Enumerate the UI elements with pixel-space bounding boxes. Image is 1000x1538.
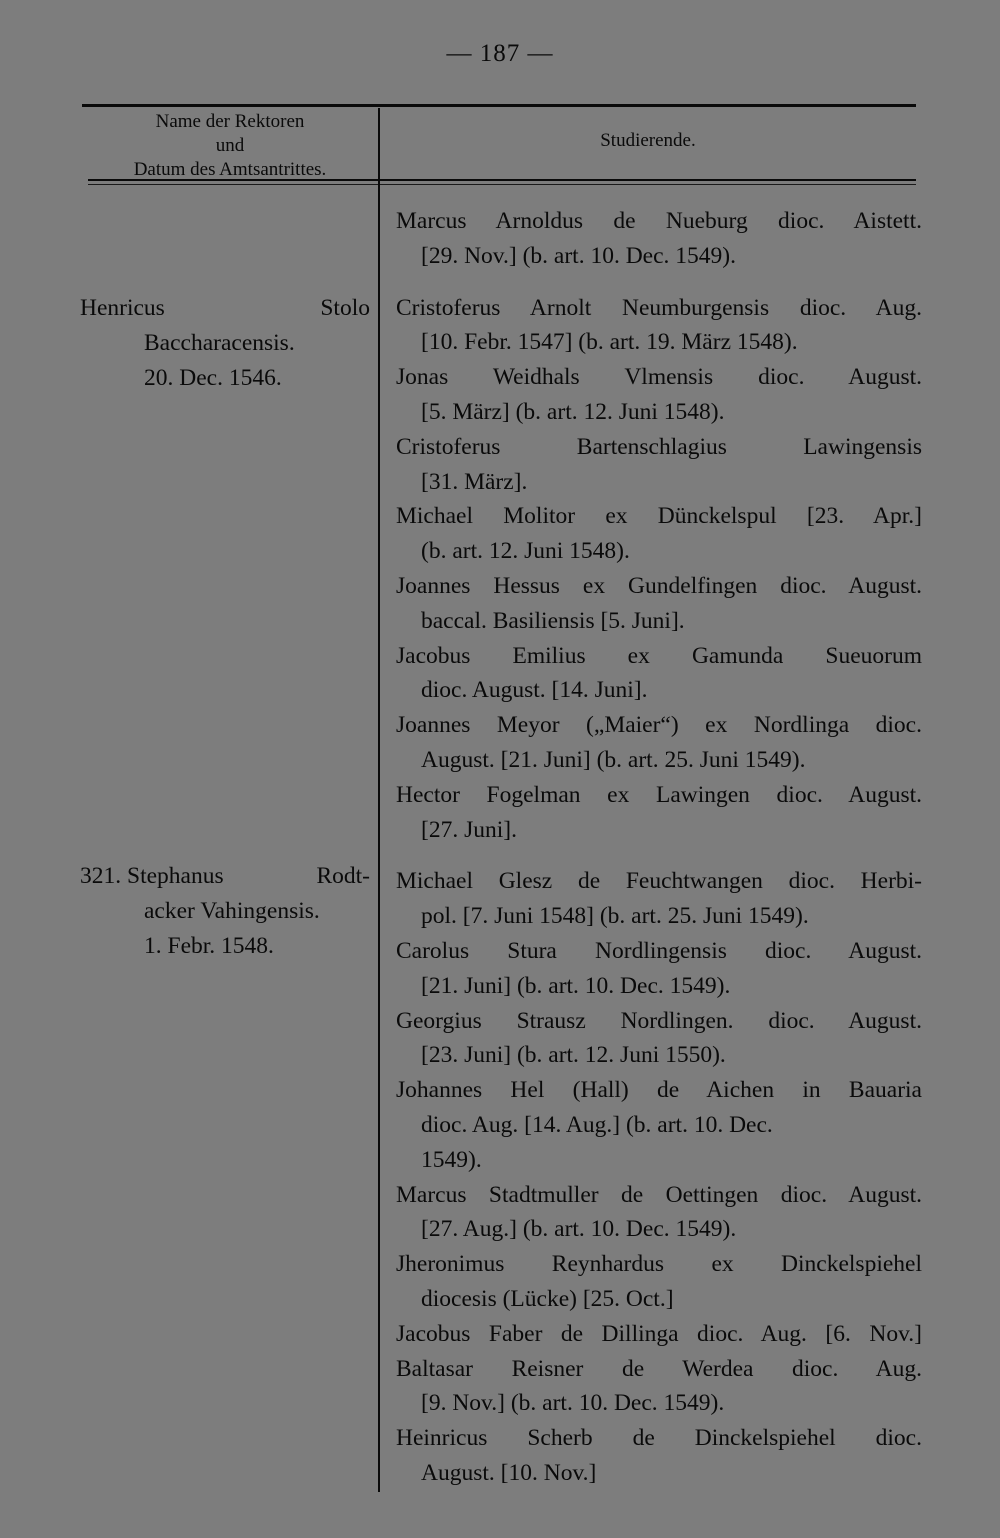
student-line-continued: [9. Nov.] (b. art. 10. Dec. 1549). [421, 1390, 725, 1417]
student-line: Jheronimus Reynhardus ex Dinckelspiehel [396, 1251, 922, 1278]
header-rule-bottom-thin [88, 184, 916, 185]
rector-line: Baccharacensis. [144, 329, 295, 356]
student-line-continued: [27. Aug.] (b. art. 10. Dec. 1549). [421, 1216, 737, 1243]
student-entry [396, 204, 922, 274]
student-line: Marcus Stadtmuller de Oettingen dioc. August. [396, 1181, 922, 1208]
rector-entry [80, 859, 370, 963]
student-line: Cristoferus Bartenschlagius Lawingensis [396, 433, 922, 460]
student-line: Carolus Stura Nordlingensis dioc. August. [396, 937, 922, 964]
student-line-continued: [29. Nov.] (b. art. 10. Dec. 1549). [421, 242, 736, 269]
student-line-continued: diocesis (Lücke) [25. Oct.] [421, 1285, 674, 1312]
rector-line: 1. Febr. 1548. [144, 932, 274, 959]
student-line-continued: [23. Juni] (b. art. 12. Juni 1550). [421, 1042, 726, 1069]
student-entry [396, 1073, 922, 1177]
student-line: Michael Glesz de Feuchtwangen dioc. Herbi- [396, 868, 922, 895]
header-rectors-line: und [215, 135, 245, 156]
header-rectors [82, 110, 378, 182]
header-rectors-line: Datum des Amtsantrittes. [133, 159, 327, 180]
rector-line: 20. Dec. 1546. [144, 364, 282, 391]
student-line: Jacobus Faber de Dillinga dioc. Aug. [6. Nov.] [396, 1320, 922, 1347]
student-line-continued: baccal. Basiliensis [5. Juni]. [421, 607, 685, 634]
student-line: Johannes Hel (Hall) de Aichen in Bauaria [396, 1077, 922, 1104]
student-entry [396, 1178, 922, 1248]
student-line-continued: [10. Febr. 1547] (b. art. 19. März 1548). [421, 329, 798, 356]
student-line-continued: [31. März]. [421, 468, 528, 495]
student-line-continued: [27. Juni]. [421, 816, 517, 843]
header-rectors-line: Name der Rektoren [155, 111, 305, 132]
student-line: Baltasar Reisner de Werdea dioc. Aug. [396, 1355, 922, 1382]
student-line-continued: [5. März] (b. art. 12. Juni 1548). [421, 398, 725, 425]
student-line: Hector Fogelman ex Lawingen dioc. August. [396, 781, 922, 808]
student-entry [396, 291, 922, 361]
student-entry [396, 934, 922, 1004]
student-line: Joannes Meyor („Maier“) ex Nordlinga dioc. [396, 712, 922, 739]
student-line: Marcus Arnoldus de Nueburg dioc. Aistett. [396, 208, 922, 234]
student-line-continued: pol. [7. Juni 1548] (b. art. 25. Juni 1549). [421, 903, 809, 930]
rector-line: Henricus Stolo [80, 295, 370, 321]
student-line: Jacobus Emilius ex Gamunda Sueuorum [396, 642, 922, 669]
student-line-continued: August. [10. Nov.] [421, 1459, 597, 1486]
student-line-continued: dioc. Aug. [14. Aug.] (b. art. 10. Dec. [421, 1111, 773, 1138]
student-entry [396, 569, 922, 639]
student-line: Georgius Strausz Nordlingen. dioc. August. [396, 1007, 922, 1034]
student-line: Jonas Weidhals Vlmensis dioc. August. [396, 364, 922, 391]
page-number: — 187 — [446, 40, 554, 67]
student-entry [396, 1421, 922, 1491]
student-entry [396, 864, 922, 934]
student-entry [396, 708, 922, 778]
student-entry [396, 778, 922, 848]
student-line: Cristoferus Arnolt Neumburgensis dioc. Aug. [396, 294, 922, 321]
header-students: Studierende. [600, 130, 696, 151]
rector-entry [80, 291, 370, 395]
student-entry [396, 1352, 922, 1422]
student-entry [396, 1004, 922, 1074]
student-entry [396, 1247, 922, 1317]
student-entry [396, 1317, 922, 1352]
column-divider [378, 108, 380, 1492]
student-line-continued: (b. art. 12. Juni 1548). [421, 538, 630, 565]
student-entry [396, 360, 922, 430]
students-column [396, 204, 922, 1491]
student-line: Joannes Hessus ex Gundelfingen dioc. August. [396, 572, 922, 599]
student-line: Michael Molitor ex Dünckelspul [23. Apr.] [396, 503, 922, 530]
student-line-continued: [21. Juni] (b. art. 10. Dec. 1549). [421, 972, 731, 999]
student-line: Heinricus Scherb de Dinckelspiehel dioc. [396, 1425, 922, 1452]
student-line-continued: 1549). [421, 1146, 482, 1173]
student-line-continued: dioc. August. [14. Juni]. [421, 677, 648, 704]
student-entry [396, 499, 922, 569]
rector-line: 321. Stephanus Rodt- [80, 863, 370, 889]
student-entry [396, 639, 922, 709]
student-line-continued: August. [21. Juni] (b. art. 25. Juni 1549). [421, 746, 806, 773]
rector-line: acker Vahingensis. [144, 897, 320, 924]
student-entry [396, 430, 922, 500]
header-rule-top [82, 104, 916, 107]
